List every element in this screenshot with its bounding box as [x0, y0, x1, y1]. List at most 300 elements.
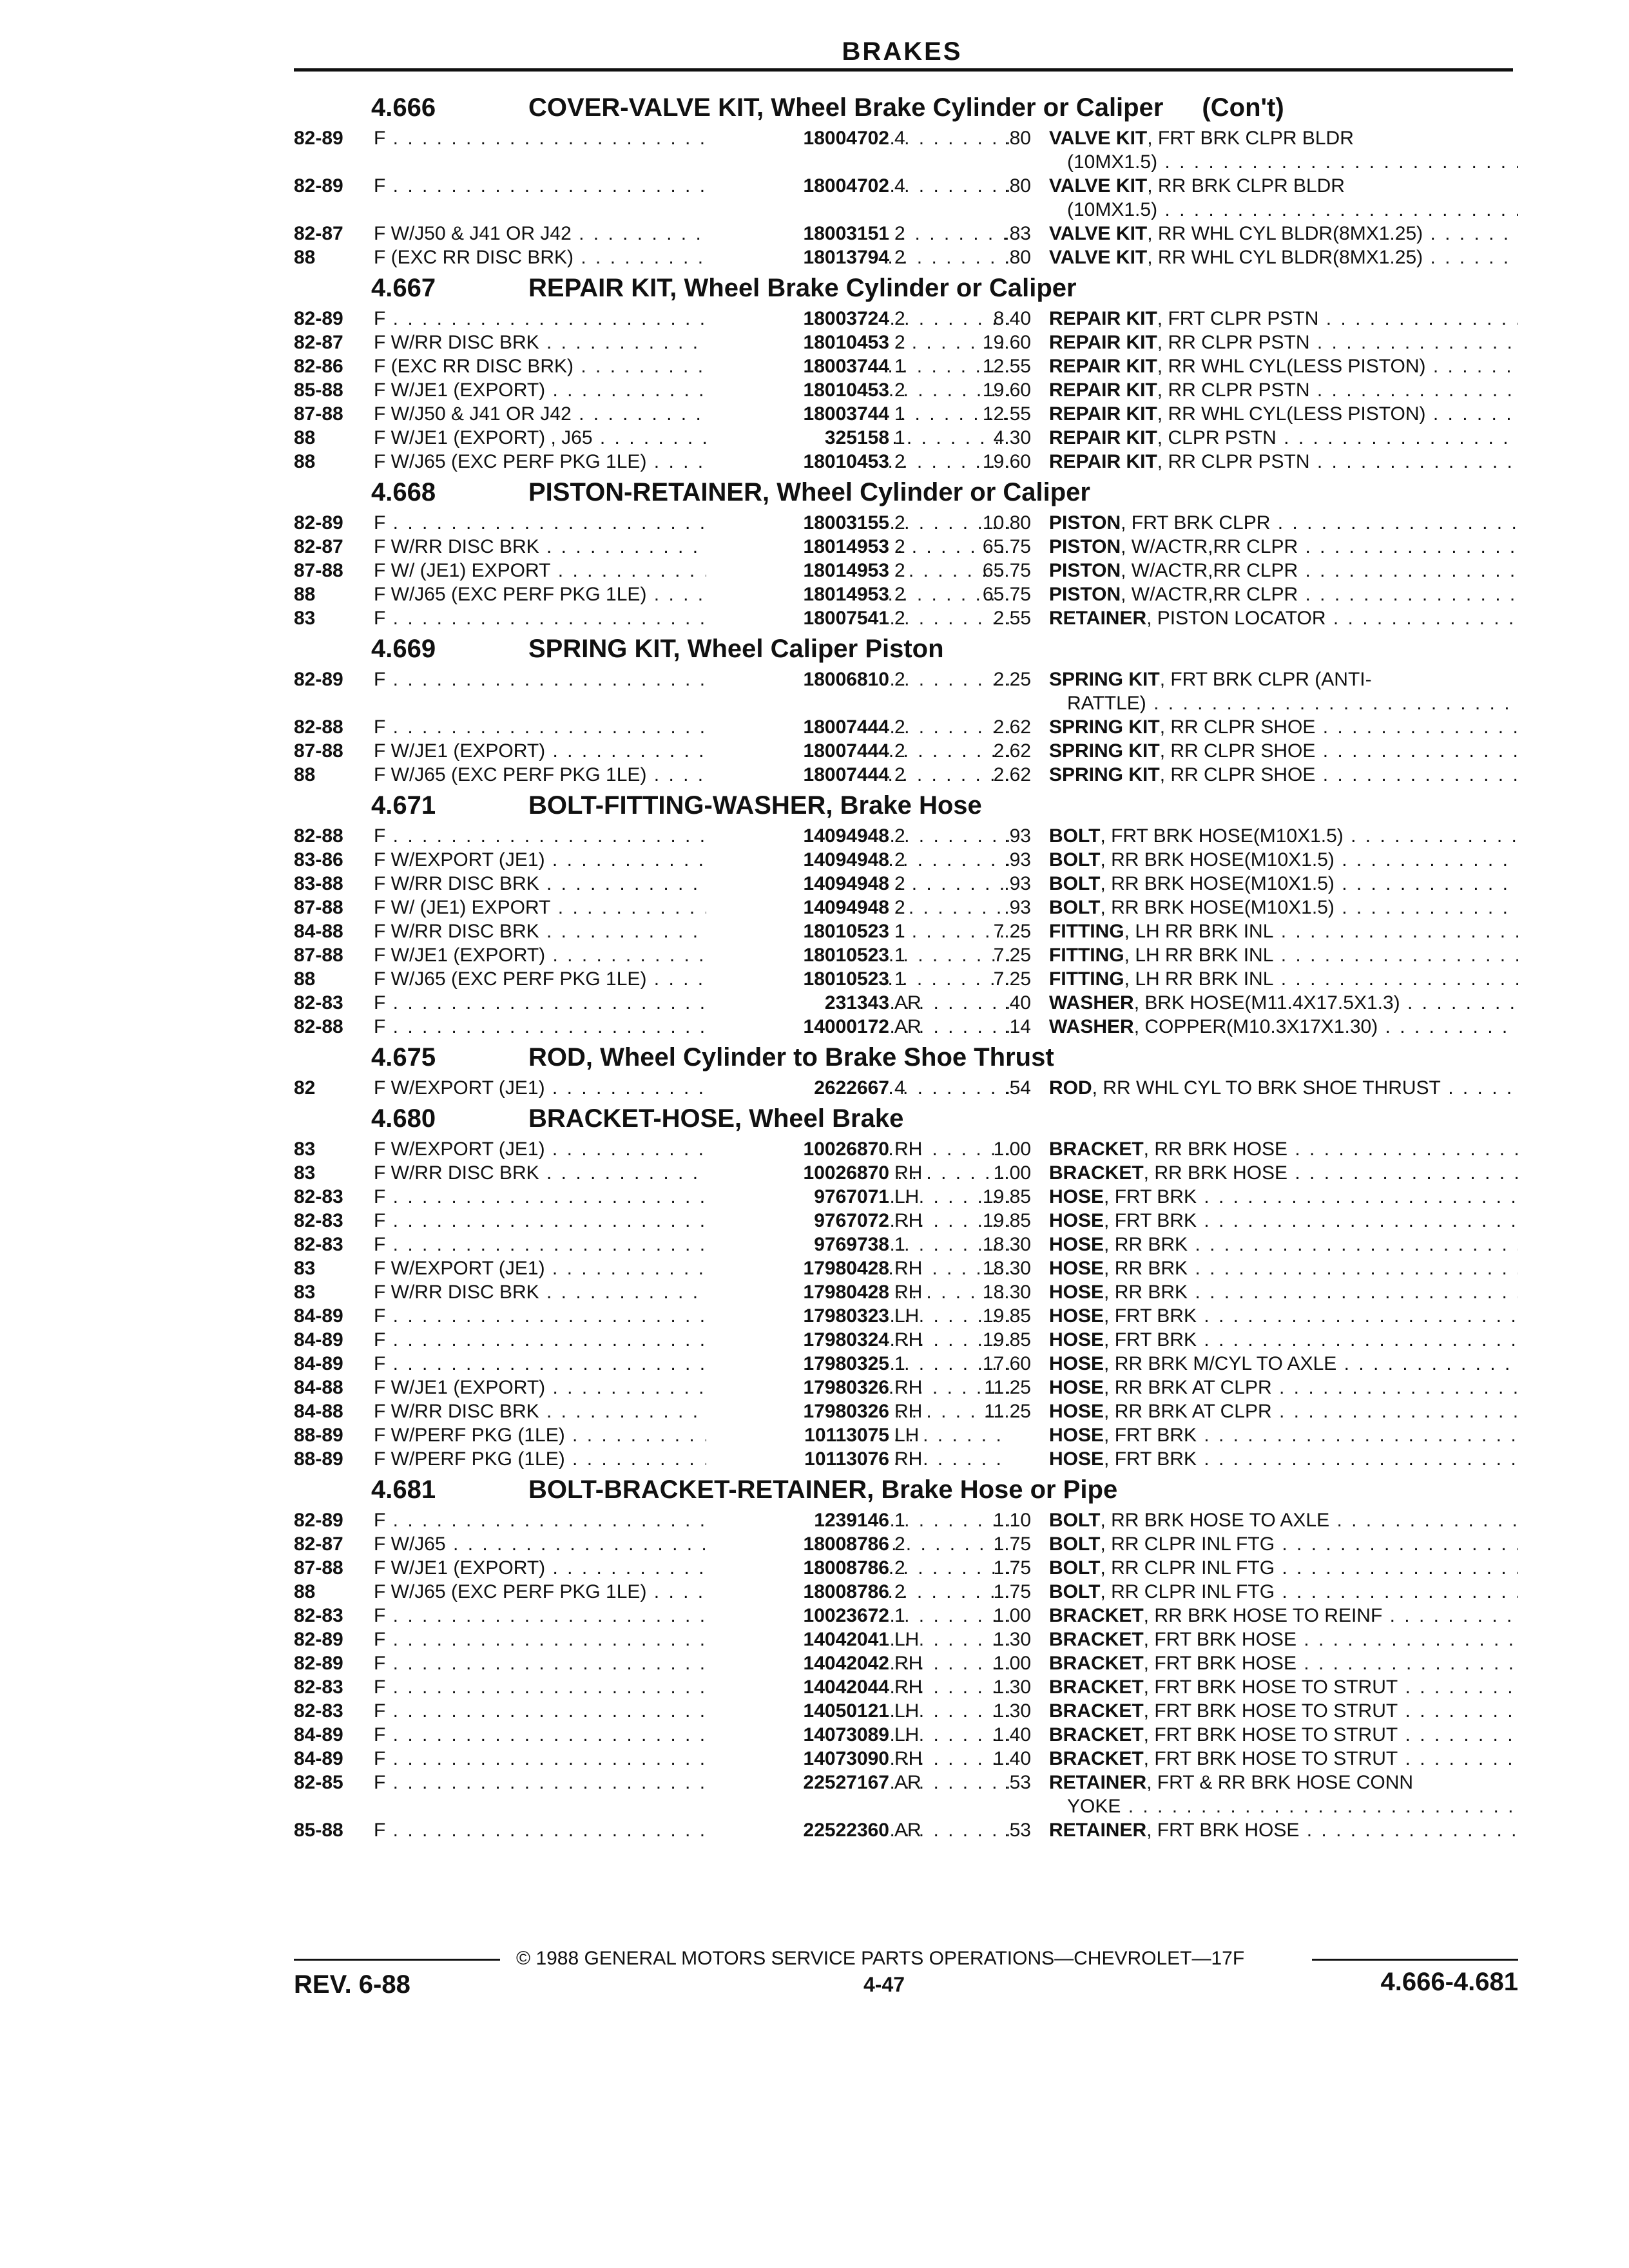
quantity: 1 [894, 1605, 905, 1626]
model-years: 82-87 [294, 332, 343, 353]
usage: F W/J50 & J41 OR J42 . . . [374, 402, 1009, 426]
description-keyword: WASHER [1049, 992, 1134, 1014]
description-text: , RR BRK HOSE [1143, 1139, 1288, 1160]
model-years: 82-89 [294, 1510, 343, 1531]
description-line [1049, 824, 1518, 848]
description-keyword: REPAIR KIT [1049, 332, 1157, 353]
description-line [1049, 1352, 1518, 1376]
description [1049, 1532, 1518, 1556]
quantity: 1 [894, 403, 905, 425]
description [1049, 1556, 1518, 1580]
usage: F . . . [374, 1699, 1009, 1723]
description [1049, 222, 1518, 245]
description [1049, 872, 1518, 896]
description-line [1049, 1675, 1518, 1699]
description [1049, 763, 1518, 787]
price: 1.30 [993, 1677, 1031, 1698]
table-row [294, 1675, 1518, 1699]
description-keyword: FITTING [1049, 945, 1124, 966]
quantity: 2 [894, 332, 905, 353]
table-row [294, 1328, 1518, 1352]
table-row [294, 559, 1518, 582]
part-number: 18014953 [706, 559, 889, 582]
model-years: 84-88 [294, 1377, 343, 1398]
description [1049, 1280, 1518, 1304]
description [1049, 1376, 1518, 1399]
usage: F . . . [374, 126, 1009, 150]
description-line [1049, 967, 1518, 991]
table-row [294, 1628, 1518, 1651]
quantity: 2 [894, 512, 905, 533]
model-years: 84-89 [294, 1724, 343, 1745]
usage: F . . . [374, 1675, 1009, 1699]
description-text: , W/ACTR,RR CLPR [1121, 584, 1298, 605]
section-4-671 [294, 787, 1518, 1039]
description-keyword: HOSE [1049, 1401, 1104, 1422]
description-line [1049, 739, 1518, 763]
quantity: RH [894, 1653, 923, 1674]
description [1049, 606, 1518, 630]
description-keyword: BRACKET [1049, 1162, 1144, 1184]
table-row [294, 1447, 1518, 1471]
usage: F W/EXPORT (JE1) . . . [374, 1137, 1009, 1161]
description-keyword: REPAIR KIT [1049, 308, 1157, 329]
model-years: 83-86 [294, 849, 343, 870]
description-text: , RR BRK AT CLPR [1104, 1377, 1272, 1398]
description-text: , RR CLPR INL FTG [1100, 1581, 1275, 1602]
description [1049, 1580, 1518, 1604]
part-number: 18014953 [706, 535, 889, 559]
description-text: , FRT BRK [1104, 1210, 1197, 1231]
model-years: 82-83 [294, 1210, 343, 1231]
description [1049, 245, 1518, 269]
quantity: RH [894, 1210, 923, 1231]
part-number: 18003744 [706, 402, 889, 426]
usage: F . . . [374, 1747, 1009, 1771]
description-line [1049, 426, 1518, 450]
model-years: 84-89 [294, 1305, 343, 1327]
part-number: 18004702 [706, 126, 889, 150]
quantity: 1 [894, 1353, 905, 1374]
description [1049, 896, 1518, 919]
price: 7.25 [993, 968, 1031, 990]
model-years: 88 [294, 247, 316, 268]
usage: F . . . [374, 1209, 1009, 1233]
description-line [1049, 126, 1518, 150]
usage: F . . . [374, 991, 1009, 1015]
price: 18.30 [982, 1258, 1031, 1279]
description [1049, 967, 1518, 991]
model-years: 82-88 [294, 825, 343, 847]
usage: F W/J65 (EXC PERF PKG 1LE) . . . [374, 450, 1009, 474]
description-text: , FRT BRK [1104, 1425, 1197, 1446]
section-title: BRACKET-HOSE, Wheel Brake [528, 1104, 904, 1133]
description-text: , FRT BRK HOSE TO STRUT [1143, 1748, 1398, 1769]
price: .14 [1004, 1016, 1031, 1037]
usage: F W/JE1 (EXPORT) . . . [374, 1376, 1009, 1399]
part-number: 18003744 [706, 354, 889, 378]
usage: F W/ (JE1) EXPORT . . . [374, 559, 1009, 582]
model-years: 84-88 [294, 921, 343, 942]
usage: F . . . [374, 1604, 1009, 1628]
price: 7.25 [993, 921, 1031, 942]
price: 11.25 [984, 1401, 1031, 1422]
section-4-666 [294, 89, 1518, 269]
model-years: 82-86 [294, 356, 343, 377]
description-line [1049, 763, 1518, 787]
usage: F . . . [374, 174, 1009, 198]
model-years: 82-87 [294, 223, 343, 244]
section-title: BOLT-BRACKET-RETAINER, Brake Hose or Pipe [528, 1475, 1118, 1504]
price: 4.30 [993, 427, 1031, 448]
description-line [1049, 1447, 1518, 1471]
description-line [1049, 919, 1518, 943]
part-number: 18010453 [706, 450, 889, 474]
quantity: 2 [894, 560, 905, 581]
description-line [1049, 896, 1518, 919]
description [1049, 331, 1518, 354]
table-row [294, 402, 1518, 426]
usage: F . . . [374, 1352, 1009, 1376]
quantity: RH [894, 1139, 923, 1160]
description-keyword: HOSE [1049, 1448, 1104, 1470]
model-years: 82-88 [294, 1016, 343, 1037]
quantity: 2 [894, 1581, 905, 1602]
quantity: AR [894, 1016, 921, 1037]
usage: F W/RR DISC BRK . . . [374, 331, 1009, 354]
description [1049, 402, 1518, 426]
model-years: 88 [294, 764, 316, 785]
description-text: , RR CLPR PSTN [1157, 332, 1310, 353]
description-keyword: BOLT [1049, 825, 1101, 847]
usage: F W/PERF PKG (1LE) . . . [374, 1423, 1009, 1447]
description-keyword: RETAINER [1049, 1772, 1147, 1793]
part-number: 14073090 [706, 1747, 889, 1771]
price: .80 [1004, 128, 1031, 149]
quantity: 1 [894, 1510, 905, 1531]
part-number: 17980324 [706, 1328, 889, 1352]
quantity: 1 [894, 921, 905, 942]
quantity: RH [894, 1401, 923, 1422]
table-row [294, 1423, 1518, 1447]
table-row [294, 1818, 1518, 1842]
description-text: , FRT BRK HOSE [1146, 1820, 1300, 1841]
description-line [1049, 1328, 1518, 1352]
table-row [294, 1580, 1518, 1604]
price: 1.30 [993, 1700, 1031, 1722]
description-text: , BRK HOSE(M11.4X17.5X1.3) [1133, 992, 1400, 1014]
description [1049, 943, 1518, 967]
usage: F . . . [374, 1233, 1009, 1256]
description-text: , RR BRK HOSE(M10X1.5) [1100, 849, 1335, 870]
description-keyword: VALVE KIT [1049, 175, 1148, 197]
table-row [294, 824, 1518, 848]
part-number: 18010523 [706, 943, 889, 967]
description-line [1049, 1771, 1518, 1794]
table-row [294, 535, 1518, 559]
section-title: COVER-VALVE KIT, Wheel Brake Cylinder or Caliper [528, 93, 1164, 122]
quantity: 2 [894, 380, 905, 401]
quantity: 2 [894, 897, 905, 918]
model-years: 82 [294, 1077, 316, 1099]
section-header [294, 89, 1518, 126]
part-number: 14050121 [706, 1699, 889, 1723]
price: 1.00 [993, 1139, 1031, 1160]
usage: F W/RR DISC BRK . . . [374, 872, 1009, 896]
price: 65.75 [982, 536, 1031, 557]
part-number: 9769738 [706, 1233, 889, 1256]
part-number: 18010453 [706, 378, 889, 402]
usage: F (EXC RR DISC BRK) . . . [374, 245, 1009, 269]
description [1049, 354, 1518, 378]
description-text: , FRT BRK CLPR [1121, 512, 1271, 533]
table-row [294, 1376, 1518, 1399]
part-number: 10113076 [706, 1447, 889, 1471]
description-text: , RR BRK AT CLPR [1104, 1401, 1272, 1422]
model-years: 82-87 [294, 536, 343, 557]
quantity: 1 [894, 427, 905, 448]
description [1049, 919, 1518, 943]
description-keyword: HOSE [1049, 1305, 1104, 1327]
section-number: 4.680 [371, 1104, 436, 1133]
description [1049, 535, 1518, 559]
description-keyword: PISTON [1049, 512, 1121, 533]
price: 19.85 [982, 1305, 1031, 1327]
part-number: 14042042 [706, 1651, 889, 1675]
part-number: 14042044 [706, 1675, 889, 1699]
description-keyword: FITTING [1049, 921, 1124, 942]
quantity: LH [894, 1305, 920, 1327]
section-header [294, 630, 1518, 668]
section-title: SPRING KIT, Wheel Caliper Piston [528, 635, 944, 663]
usage: F W/RR DISC BRK . . . [374, 535, 1009, 559]
description [1049, 1137, 1518, 1161]
section-title: REPAIR KIT, Wheel Brake Cylinder or Caliper [528, 274, 1077, 302]
description-line [1049, 943, 1518, 967]
description-keyword: ROD [1049, 1077, 1092, 1099]
footer-line [294, 1946, 1518, 1972]
section-4-680 [294, 1100, 1518, 1471]
usage: F W/JE1 (EXPORT) . . . [374, 1556, 1009, 1580]
quantity: 4 [894, 1077, 905, 1099]
description-line [1049, 1556, 1518, 1580]
description-text: , FRT BRK [1104, 1448, 1197, 1470]
price: 1.00 [993, 1162, 1031, 1184]
price: 2.62 [993, 716, 1031, 738]
quantity: 2 [894, 223, 905, 244]
description [1049, 668, 1518, 715]
table-row [294, 1280, 1518, 1304]
price: 1.40 [993, 1748, 1031, 1769]
usage: F W/J50 & J41 OR J42 . . . [374, 222, 1009, 245]
quantity: LH [894, 1186, 920, 1207]
table-row [294, 511, 1518, 535]
description-text: , RR CLPR PSTN [1157, 451, 1310, 472]
part-number: 18008786 [706, 1580, 889, 1604]
description [1049, 1304, 1518, 1328]
description-line [1049, 402, 1518, 426]
usage: F . . . [374, 1328, 1009, 1352]
usage: F . . . [374, 1651, 1009, 1675]
description-line [1049, 1233, 1518, 1256]
section-number: 4.667 [371, 274, 436, 302]
description-text: , RR CLPR SHOE [1159, 740, 1316, 762]
table-row [294, 763, 1518, 787]
part-number: 18007444 [706, 763, 889, 787]
section-header [294, 269, 1518, 307]
quantity: AR [894, 1772, 921, 1793]
quantity: LH [894, 1700, 920, 1722]
part-number: 18014953 [706, 582, 889, 606]
description [1049, 1651, 1518, 1675]
usage: F . . . [374, 307, 1009, 331]
price: 1.00 [993, 1653, 1031, 1674]
description-line [1049, 1304, 1518, 1328]
description-line [1049, 1185, 1518, 1209]
table-row [294, 1304, 1518, 1328]
table-row [294, 331, 1518, 354]
footer-rule-right [1312, 1959, 1518, 1961]
model-years: 84-89 [294, 1748, 343, 1769]
table-row [294, 896, 1518, 919]
description-keyword: HOSE [1049, 1186, 1104, 1207]
model-years: 82-89 [294, 1653, 343, 1674]
usage: F W/RR DISC BRK . . . [374, 1161, 1009, 1185]
description-keyword: BOLT [1049, 897, 1101, 918]
quantity: RH [894, 1748, 923, 1769]
description [1049, 824, 1518, 848]
model-years: 82-83 [294, 1677, 343, 1698]
description-line [1049, 307, 1518, 331]
page-number: 4-47 [863, 1973, 905, 1996]
model-years: 82-83 [294, 1605, 343, 1626]
description-text: , FRT BRK [1104, 1186, 1197, 1207]
description-text: , COPPER(M10.3X17X1.30) [1133, 1016, 1378, 1037]
description-keyword: HOSE [1049, 1377, 1104, 1398]
quantity: LH [894, 1425, 920, 1446]
description [1049, 739, 1518, 763]
description-line [1049, 1508, 1518, 1532]
description-keyword: WASHER [1049, 1016, 1134, 1037]
part-number: 18006810 [706, 668, 889, 691]
price: 18.30 [982, 1234, 1031, 1255]
part-number: 1239146 [706, 1508, 889, 1532]
model-years: 82-89 [294, 308, 343, 329]
description-keyword: REPAIR KIT [1049, 356, 1157, 377]
price: .93 [1004, 873, 1031, 894]
section-number: 4.675 [371, 1043, 436, 1072]
description [1049, 1675, 1518, 1699]
description-keyword: BRACKET [1049, 1139, 1144, 1160]
description-line [1049, 1628, 1518, 1651]
description-keyword: SPRING KIT [1049, 764, 1160, 785]
model-years: 83-88 [294, 873, 343, 894]
table-row [294, 967, 1518, 991]
table-row [294, 378, 1518, 402]
table-row [294, 1352, 1518, 1376]
description-keyword: REPAIR KIT [1049, 403, 1157, 425]
table-row [294, 1532, 1518, 1556]
price: .54 [1004, 1077, 1031, 1099]
description-keyword: BOLT [1049, 1510, 1101, 1531]
usage: F . . . [374, 1508, 1009, 1532]
part-number: 17980428 [706, 1256, 889, 1280]
section-number: 4.681 [371, 1475, 436, 1504]
table-row [294, 668, 1518, 715]
part-number: 18010453 [706, 331, 889, 354]
description-keyword: BRACKET [1049, 1700, 1144, 1722]
model-years: 83 [294, 1139, 316, 1160]
table-row [294, 1556, 1518, 1580]
description-text: , RR BRK HOSE(M10X1.5) [1100, 897, 1335, 918]
part-number: 18003155 [706, 511, 889, 535]
description-text: , LH RR BRK INL [1124, 921, 1274, 942]
price: .93 [1004, 825, 1031, 847]
description-keyword: HOSE [1049, 1282, 1104, 1303]
price: .53 [1004, 1820, 1031, 1841]
model-years: 88-89 [294, 1448, 343, 1470]
description-keyword: REPAIR KIT [1049, 451, 1157, 472]
table-row [294, 1161, 1518, 1185]
quantity: RH [894, 1377, 923, 1398]
usage: F W/RR DISC BRK . . . [374, 1280, 1009, 1304]
description-keyword: FITTING [1049, 968, 1124, 990]
description-text: , RR CLPR PSTN [1157, 380, 1310, 401]
price: 17.60 [982, 1353, 1031, 1374]
model-years: 82-89 [294, 128, 343, 149]
part-number: 9767072 [706, 1209, 889, 1233]
model-years: 83 [294, 608, 316, 629]
usage: F W/RR DISC BRK . . . [374, 919, 1009, 943]
description [1049, 1185, 1518, 1209]
section-header [294, 1039, 1518, 1076]
price: 19.60 [982, 332, 1031, 353]
model-years: 88 [294, 968, 316, 990]
price: 19.60 [982, 380, 1031, 401]
price: 19.85 [982, 1329, 1031, 1350]
description-text: , RR BRK [1104, 1282, 1188, 1303]
price: 1.75 [993, 1533, 1031, 1555]
description-continuation: (10MX1.5) . . . [1049, 150, 1518, 174]
price: 2.25 [993, 669, 1031, 690]
description-continuation: (10MX1.5) . . . [1049, 198, 1518, 222]
part-number: 10026870 [706, 1161, 889, 1185]
quantity: 4 [894, 128, 905, 149]
usage: F . . . [374, 715, 1009, 739]
quantity: RH [894, 1282, 923, 1303]
model-years: 87-88 [294, 740, 343, 762]
price: 2.62 [993, 764, 1031, 785]
table-row [294, 582, 1518, 606]
description [1049, 582, 1518, 606]
price: 1.75 [993, 1557, 1031, 1579]
quantity: 2 [894, 764, 905, 785]
section-4-669 [294, 630, 1518, 787]
description-keyword: VALVE KIT [1049, 128, 1148, 149]
description-line [1049, 1747, 1518, 1771]
table-row [294, 307, 1518, 331]
description-line [1049, 222, 1518, 245]
section-header [294, 1100, 1518, 1137]
table-row [294, 1015, 1518, 1039]
description-keyword: HOSE [1049, 1329, 1104, 1350]
section-header [294, 787, 1518, 824]
table-row [294, 126, 1518, 174]
model-years: 82-83 [294, 1700, 343, 1722]
description-keyword: BOLT [1049, 1533, 1101, 1555]
description-line [1049, 1256, 1518, 1280]
description-text: , RR WHL CYL BLDR(8MX1.25) [1147, 247, 1423, 268]
